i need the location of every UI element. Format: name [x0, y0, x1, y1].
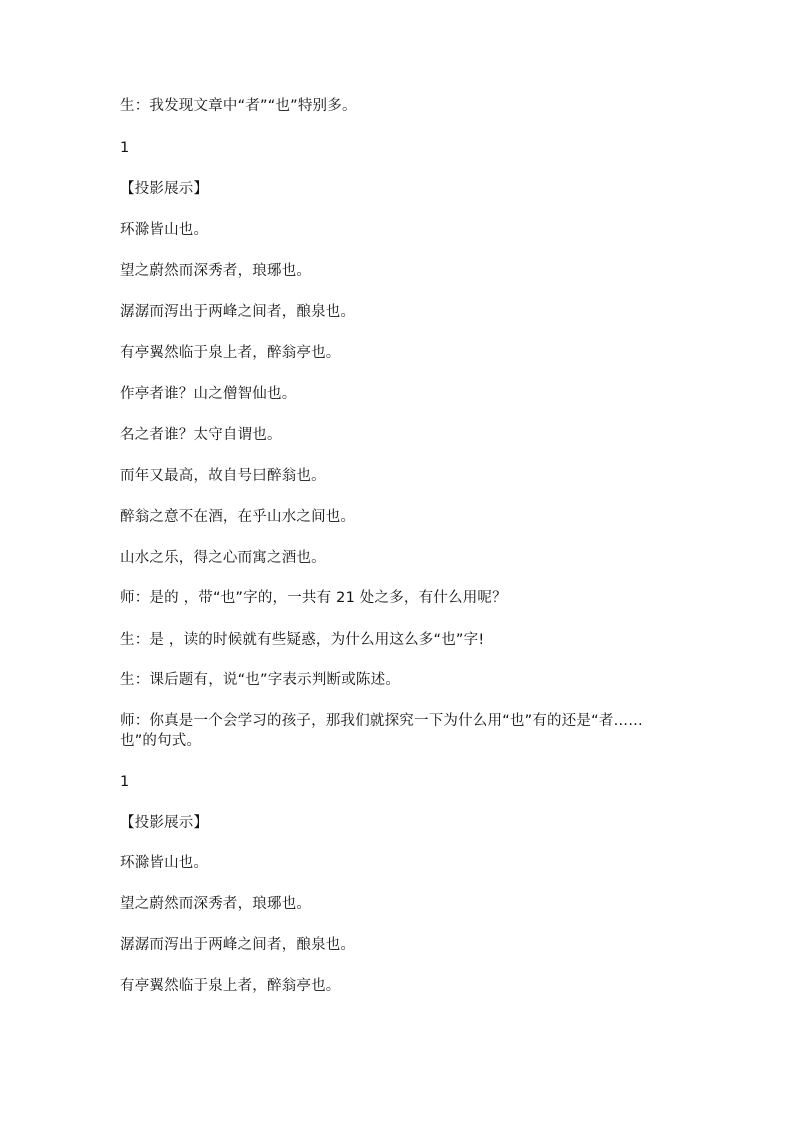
quoted-sentence: 醉翁之意不在酒，在乎山水之间也。 — [120, 509, 356, 525]
quoted-sentence: 潺潺而泻出于两峰之间者，酿泉也。 — [120, 937, 356, 953]
slide-number: 1 — [120, 774, 130, 790]
dialogue-line: 生：是 ，读的时候就有些疑惑，为什么用这么多“也”字! — [120, 632, 485, 648]
projection-heading: 【投影展示】 — [120, 181, 209, 197]
slide-number: 1 — [120, 140, 130, 156]
dialogue-line: 师：你真是一个会学习的孩子，那我们就探究一下为什么用“也”有的还是“者……也”的句式。 — [120, 713, 643, 749]
quoted-sentence: 有亭翼然临于泉上者，醉翁亭也。 — [120, 978, 341, 994]
quoted-sentence: 作亭者谁？山之僧智仙也。 — [120, 386, 297, 402]
dialogue-line: 生：课后题有，说“也”字表示判断或陈述。 — [120, 672, 401, 688]
quoted-sentence: 名之者谁？太守自谓也。 — [120, 427, 282, 443]
projection-heading: 【投影展示】 — [120, 815, 209, 831]
quoted-sentence: 环滁皆山也。 — [120, 855, 209, 871]
quoted-sentence: 望之蔚然而深秀者，琅琊也。 — [120, 263, 312, 279]
quoted-sentence: 山水之乐，得之心而寓之酒也。 — [120, 550, 326, 566]
quoted-sentence: 潺潺而泻出于两峰之间者，酿泉也。 — [120, 304, 356, 320]
dialogue-line: 生：我发现文章中“者”“也”特别多。 — [120, 98, 357, 114]
quoted-sentence: 而年又最高，故自号曰醉翁也。 — [120, 468, 326, 484]
quoted-sentence: 环滁皆山也。 — [120, 222, 209, 238]
quoted-sentence: 有亭翼然临于泉上者，醉翁亭也。 — [120, 345, 341, 361]
dialogue-line: 师：是的 ，带“也”字的，一共有 21 处之多，有什么用呢？ — [120, 590, 507, 606]
quoted-sentence: 望之蔚然而深秀者，琅琊也。 — [120, 896, 312, 912]
